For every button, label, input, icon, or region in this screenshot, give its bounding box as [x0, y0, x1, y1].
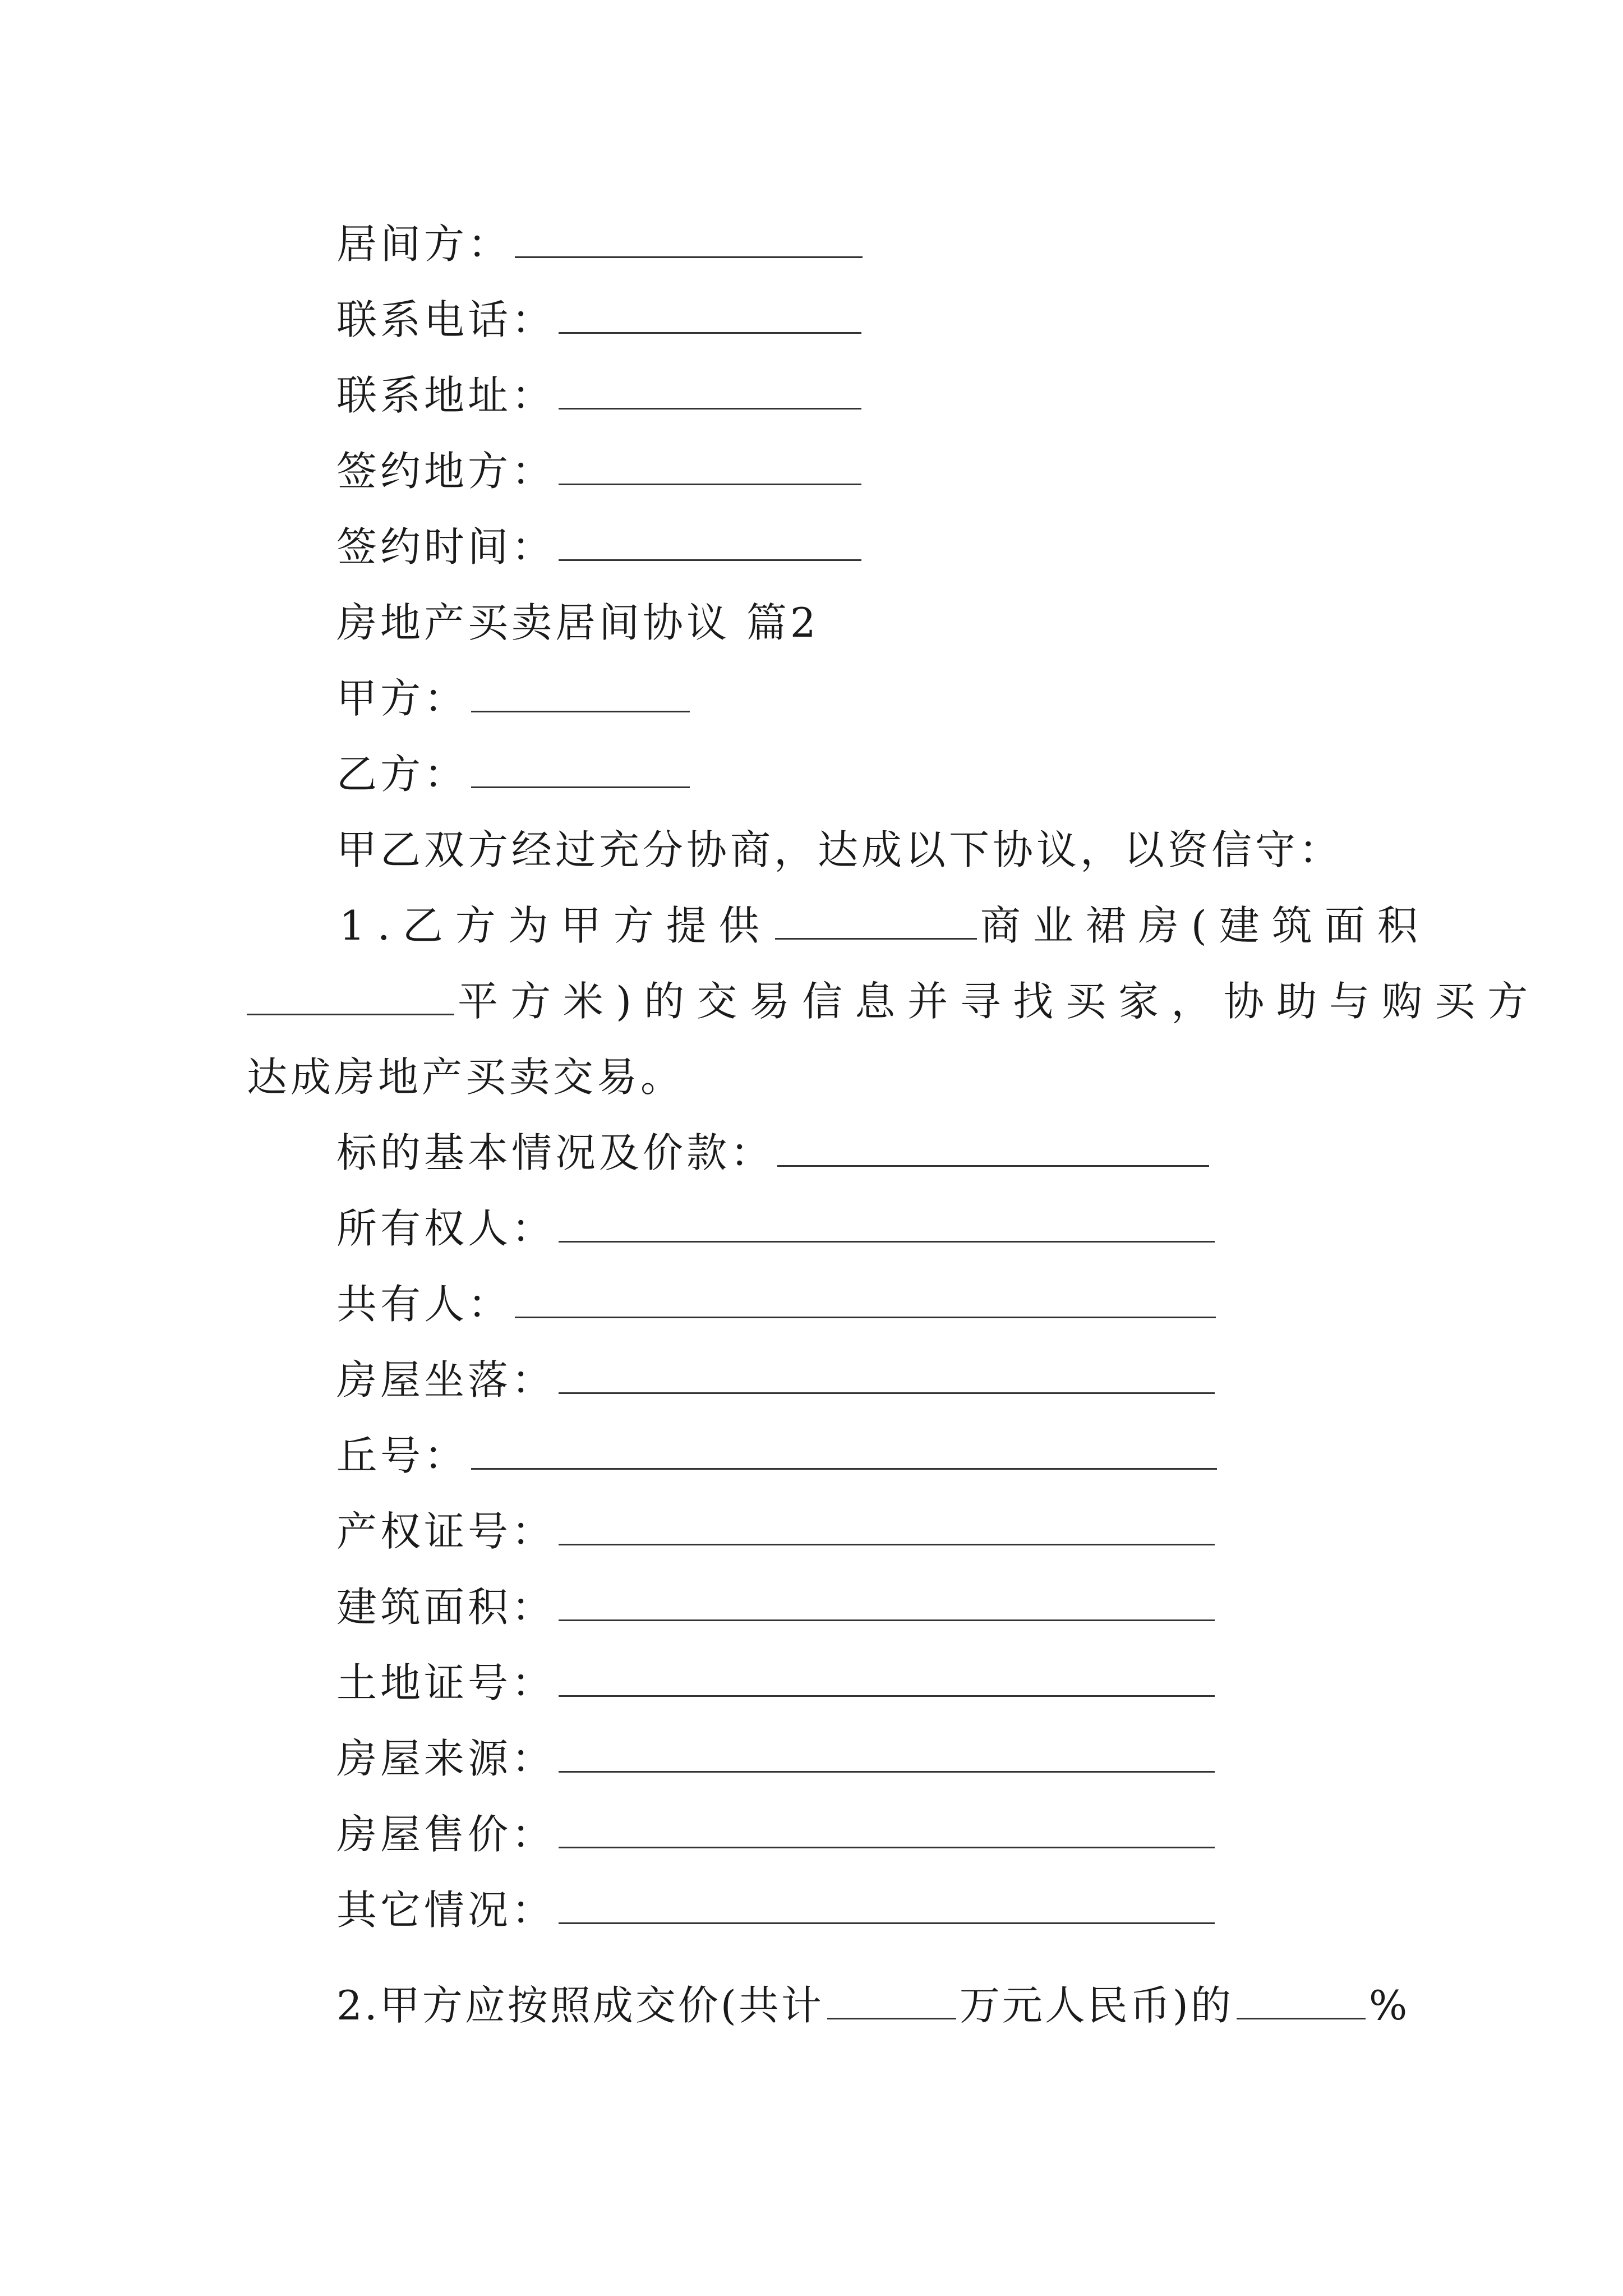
sign-time-label: 签约时间：	[336, 523, 556, 570]
item2-text-c: %	[1368, 1982, 1410, 2029]
item2-line1	[336, 1975, 1409, 2036]
field-other-label: 其它情况：	[336, 1887, 556, 1934]
field-title-cert-blank[interactable]	[559, 1503, 1215, 1545]
item1-line3: 达成房地产买卖交易。	[247, 1053, 685, 1101]
item1-line1	[339, 895, 1430, 956]
field-owner	[336, 1198, 1218, 1259]
phone-line	[336, 289, 865, 351]
sign-place-label: 签约地方：	[336, 448, 556, 495]
field-location-blank[interactable]	[559, 1352, 1215, 1394]
party-b-label: 乙方：	[336, 751, 468, 798]
field-price-blank[interactable]	[559, 1806, 1215, 1848]
intermediary-line	[336, 213, 866, 275]
party-a-label: 甲方：	[336, 675, 468, 722]
sign-time-line	[336, 516, 865, 578]
field-land-cert-blank[interactable]	[559, 1655, 1215, 1697]
field-owner-blank[interactable]	[559, 1200, 1215, 1243]
field-price-label: 房屋售价：	[336, 1811, 556, 1858]
field-co-owner	[336, 1273, 1219, 1335]
field-lot-number-label: 丘号：	[336, 1432, 468, 1479]
field-co-owner-label: 共有人：	[336, 1281, 512, 1328]
sign-time-blank[interactable]	[559, 519, 861, 561]
item2-blank-percent[interactable]	[1237, 1977, 1366, 2019]
intermediary-label: 居间方：	[336, 220, 512, 268]
field-lot-number	[336, 1425, 1220, 1487]
field-basic-info-label: 标的基本情况及价款：	[336, 1129, 774, 1176]
address-blank[interactable]	[559, 367, 861, 409]
field-source	[336, 1728, 1218, 1789]
field-land-cert-label: 土地证号：	[336, 1659, 556, 1706]
field-basic-info-blank[interactable]	[777, 1125, 1209, 1167]
item2-text-b: 万元人民币)的	[959, 1982, 1233, 2029]
field-floor-area	[336, 1576, 1218, 1638]
item2-blank-total[interactable]	[827, 1977, 956, 2019]
field-co-owner-blank[interactable]	[515, 1276, 1216, 1318]
field-source-label: 房屋来源：	[336, 1735, 556, 1782]
item1-blank-area[interactable]	[247, 973, 454, 1015]
party-b-blank[interactable]	[471, 746, 690, 788]
field-lot-number-blank[interactable]	[471, 1428, 1217, 1470]
phone-label: 联系电话：	[336, 296, 556, 343]
field-basic-info	[336, 1122, 1212, 1184]
item1-line2	[247, 970, 1540, 1032]
field-floor-area-blank[interactable]	[559, 1579, 1215, 1621]
item2-text-a: 2.甲方应按照成交价(共计	[336, 1982, 824, 2029]
field-other	[336, 1879, 1218, 1941]
field-owner-label: 所有权人：	[336, 1205, 556, 1252]
address-line	[336, 365, 865, 426]
intro-paragraph: 甲乙双方经过充分协商，达成以下协议，以资信守：	[336, 826, 1343, 873]
field-land-cert	[336, 1652, 1218, 1714]
item1-text-c: 平方米)的交易信息并寻找买家，协助与购买方	[458, 978, 1541, 1025]
section-title: 房地产买卖居间协议 篇2	[336, 599, 819, 646]
field-floor-area-label: 建筑面积：	[336, 1584, 556, 1631]
party-a-blank[interactable]	[471, 670, 690, 712]
item1-text-b: 商业裙房(建筑面积	[980, 902, 1430, 949]
address-label: 联系地址：	[336, 372, 556, 419]
item1-blank-property[interactable]	[775, 898, 977, 940]
sign-place-blank[interactable]	[559, 443, 861, 485]
field-title-cert-label: 产权证号：	[336, 1508, 556, 1555]
field-title-cert	[336, 1501, 1218, 1562]
item1-text-a: 1.乙方为甲方提供	[339, 902, 772, 949]
party-b-line	[336, 743, 693, 805]
field-location	[336, 1349, 1218, 1411]
phone-blank[interactable]	[559, 292, 861, 334]
party-a-line	[336, 668, 693, 729]
intermediary-blank[interactable]	[515, 216, 863, 258]
field-other-blank[interactable]	[559, 1882, 1215, 1924]
sign-place-line	[336, 440, 865, 502]
field-location-label: 房屋坐落：	[336, 1356, 556, 1404]
field-source-blank[interactable]	[559, 1731, 1215, 1773]
field-price	[336, 1803, 1218, 1865]
